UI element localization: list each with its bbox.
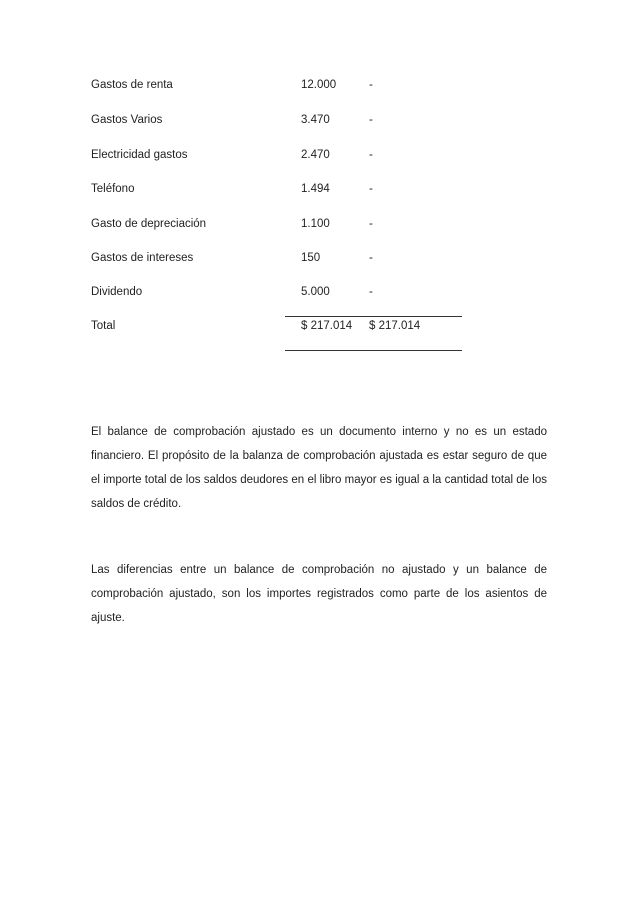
total-top-rule (285, 316, 462, 317)
total-label: Total (91, 320, 116, 332)
account-label: Electricidad gastos (91, 149, 188, 161)
credit-value: - (369, 252, 373, 264)
debit-value: 3.470 (301, 114, 330, 126)
debit-value: 5.000 (301, 286, 330, 298)
debit-value: 1.100 (301, 218, 330, 230)
credit-value: - (369, 114, 373, 126)
credit-value: - (369, 149, 373, 161)
account-label: Gastos de intereses (91, 252, 194, 264)
debit-value: 1.494 (301, 183, 330, 195)
table-row (91, 181, 471, 197)
total-bottom-rule (285, 350, 462, 351)
debit-value: 2.470 (301, 149, 330, 161)
table-row (91, 147, 471, 163)
account-label: Gasto de depreciación (91, 218, 207, 230)
account-label: Teléfono (91, 183, 135, 195)
account-label: Gastos de renta (91, 79, 173, 91)
debit-value: 150 (301, 252, 321, 264)
table-row (91, 216, 471, 232)
table-row (91, 250, 471, 266)
paragraph: Las diferencias entre un balance de comprobación no ajustado y un balance de comprobación ajustado, son los importes registrados como parte de los asientos de ajuste. (91, 564, 547, 624)
account-label: Gastos Varios (91, 114, 163, 126)
table-row (91, 284, 471, 300)
paragraph: El balance de comprobación ajustado es un documento interno y no es un estado financiero. El propósito de la balanza de comprobación ajustada es estar seguro de que el importe total de los saldos deudores en el libro mayor es igual a la cantidad total de los saldos de crédito. (91, 426, 547, 510)
credit-value: - (369, 286, 373, 298)
table-row (91, 112, 471, 128)
credit-value: - (369, 183, 373, 195)
credit-value: - (369, 218, 373, 230)
total-debit-value: $ 217.014 (301, 320, 353, 332)
total-credit-value: $ 217.014 (369, 320, 421, 332)
credit-value: - (369, 79, 373, 91)
table-row (91, 77, 471, 93)
debit-value: 12.000 (301, 79, 337, 91)
total-row (91, 318, 471, 334)
account-label: Dividendo (91, 286, 143, 298)
